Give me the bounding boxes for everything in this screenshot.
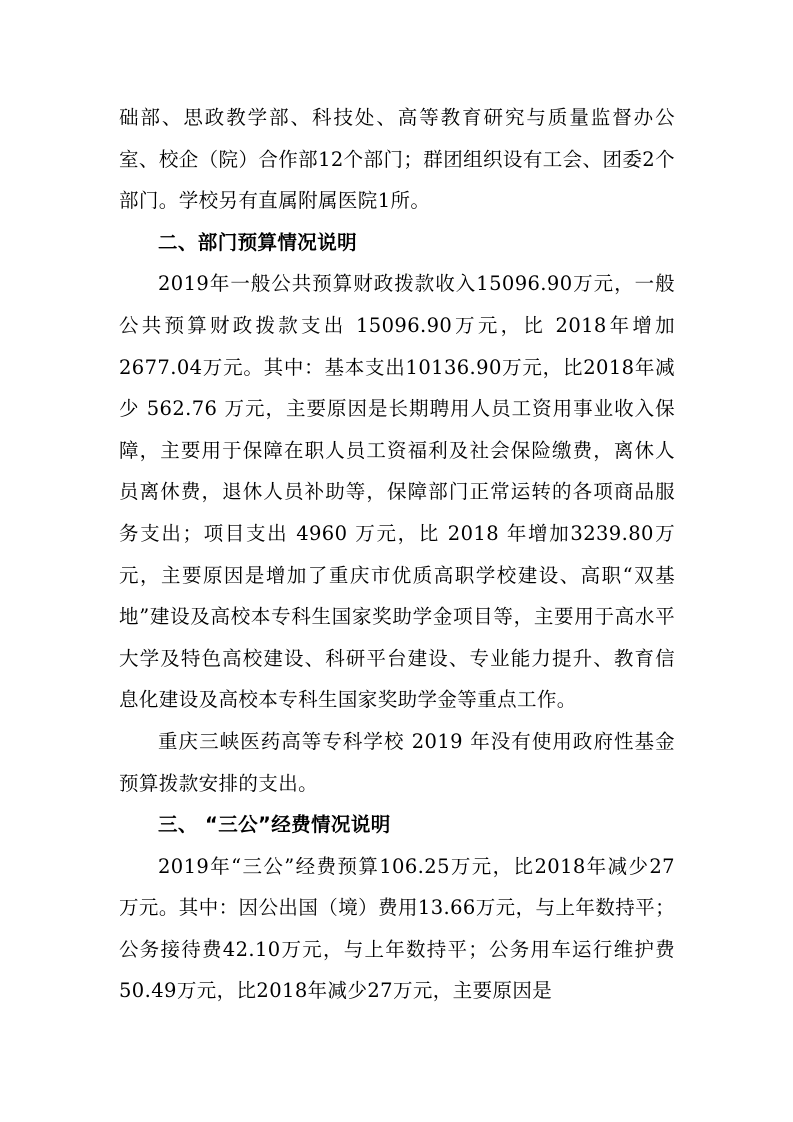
paragraph-government-fund: 重庆三峡医药高等专科学校 2019 年没有使用政府性基金预算拨款安排的支出。 <box>119 729 675 795</box>
paragraph-departments-continued: 础部、思政教学部、科技处、高等教育研究与质量监督办公室、校企（院）合作部12个部门；群团组织设有工会、团委2个部门。学校另有直属附属医院1所。 <box>119 106 675 213</box>
paragraph-budget-explanation: 2019年一般公共预算财政拨款收入15096.90万元，一般公共预算财政拨款支出 15096.90万元，比 2018年增加2677.04万元。其中：基本支出10136.90万元，比2018年减少 562.76 万元，主要原因是长期聘用人员工资用事业收入保障，主要用于保障在职人员工资福利及社会保险缴费，离休人员离休费，退休人员补助等，保障部门正常运转的各项商品服务支出；项目支出 4960 万元，比 2018 年增加3239.80万元，主要原因是增加了重庆市优质高职学校建设、高职“双基地”建设及高校本专科生国家奖助学金项目等，主要用于高水平大学及特色高校建设、科研平台建设、专业能力提升、教育信息化建设及高校本专科生国家奖助学金等重点工作。 <box>119 272 675 712</box>
document-page <box>119 97 675 1012</box>
paragraph-three-public-expenses: 2019年“三公”经费预算106.25万元，比2018年减少27万元。其中：因公出国（境）费用13.66万元，与上年数持平；公务接待费42.10万元，与上年数持平；公务用车运行维护费50.49万元，比2018年减少27万元，主要原因是 <box>119 854 675 1003</box>
section-heading-three-public: 三、 “三公”经费情况说明 <box>158 813 391 837</box>
section-heading-budget: 二、部门预算情况说明 <box>158 230 358 254</box>
